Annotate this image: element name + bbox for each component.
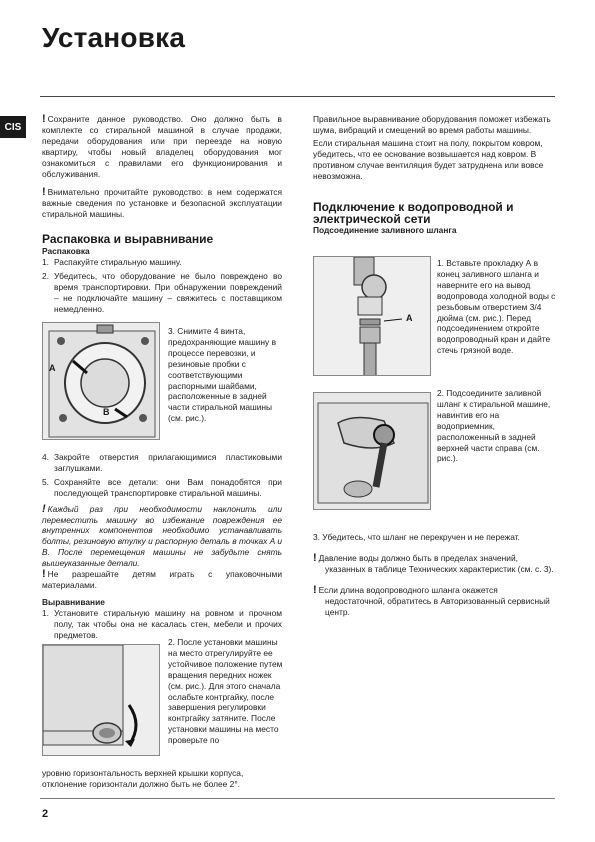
heading-connection: Подключение к водопроводной и электрической сети	[313, 200, 514, 227]
note-children: ! Не разрешайте детям играть с упаковочными материалами.	[42, 568, 282, 590]
tap-illustration	[314, 257, 431, 376]
note-keep-manual: ! Сохраните данное руководство. Оно должно быть в комплекте со стиральной машиной в случае продажи, передачи оборудования или при переезде на новую квартиру, чтобы новый владелец оборудования мог ознакомиться с правилами его функционирования и обслуживания.	[42, 113, 282, 179]
warning-icon: !	[42, 113, 46, 125]
page-title: Установка	[42, 22, 186, 53]
figure-foot-adjust	[42, 644, 160, 756]
note-transport: ! Каждый раз при необходимости наклонить или переместить машину во избежание повреждения ее внутренних компонентов необходимо устанавливать болты, резиновую втулку и распорную деталь в точках A и B. После перемещения машины не забудьте снять вышеуказанные детали.	[42, 502, 282, 569]
warning-icon: !	[42, 502, 46, 515]
warning-icon: !	[42, 568, 46, 581]
language-tab: CIS	[0, 116, 26, 138]
list-item: 2. Убедитесь, что оборудование не было повреждено во время транспортировки. При обнаружении повреждений – не подключайте машину – свяжитесь с поставщиком немедленно.	[42, 270, 282, 314]
note-water-pressure: ! Давление воды должно быть в пределах значений, указанных в таблице Технических характеристик (см. с. 3).	[313, 551, 554, 574]
figure-tap-connection	[313, 256, 431, 376]
subheading-hose: Подсоединение заливного шланга	[313, 225, 457, 236]
levelling-step-2-end: уровню горизонтальность верхней крышки корпуса, отклонение горизонтали должно быть не более 2°.	[42, 768, 244, 789]
gasket-a-label: A	[406, 313, 413, 323]
footer-divider	[40, 798, 555, 799]
levelling-step-2-text: 2. После установки машины на место отрегулируйте ее устойчивое положение путем вращения передних ножек (см. рис.). Для этого сначала ослабьте контргайку, после завершения регулировки контргайку затяните. После установки машины на место проверьте по	[168, 637, 283, 746]
warning-icon: !	[313, 583, 317, 596]
list-item: 5. Сохраняйте все детали: они Вам понадобятся при последующей транспортировке стиральной машины.	[42, 476, 282, 498]
note-read-manual: ! Внимательно прочитайте руководство: в нем содержатся важные сведения по установке и безопасной эксплуатации стиральной машины.	[42, 186, 282, 220]
left-column-middle	[42, 452, 282, 641]
note-hose-length: ! Если длина водопроводного шланга окажется недостаточной, обратитесь в Авторизованный сервисный центр.	[313, 583, 550, 617]
right-column-intro	[313, 114, 558, 236]
point-b-label: B	[103, 407, 110, 417]
carpet-note: Если стиральная машина стоит на полу, покрытом ковром, убедитесь, что ее основание возвышается над ковром. В противном случае вентиляция будет затруднена или вовсе невозможна.	[313, 137, 544, 181]
inlet-illustration	[314, 393, 431, 510]
foot-illustration	[43, 645, 160, 756]
list-item: 4. Закройте отверстия прилагающимися пластиковыми заглушками.	[42, 452, 282, 473]
left-column-intro	[42, 114, 282, 315]
figure-rear-bolts	[42, 322, 160, 440]
hose-step-3-text: 3. Убедитесь, что шланг не перекручен и не пережат.	[313, 532, 520, 542]
heading-unpacking: Распаковка и выравнивание	[42, 232, 214, 247]
point-a-label: A	[49, 363, 56, 373]
title-divider	[40, 96, 555, 97]
levelling-benefit: Правильное выравнивание оборудования поможет избежать шума, вибраций и смещений во время работы машины.	[313, 114, 551, 135]
warning-icon: !	[313, 551, 317, 564]
figure-inlet-connection	[313, 392, 431, 510]
subheading-levelling: Выравнивание	[42, 596, 105, 607]
hose-step-2-text: 2. Подсоедините заливной шланг к стиральной машине, навинтив его на водоприемник, расположенный в задней верхней части справа (см. рис.).	[437, 388, 551, 464]
list-item: 1. Распакуйте стиральную машину.	[42, 257, 182, 268]
step-3-text: 3. Снимите 4 винта, предохраняющие машину в процессе перевозки, и резиновые пробки с соответствующими распорными шайбами, расположенные в задней части стиральной машины (см. рис.).	[168, 326, 277, 424]
warning-icon: !	[42, 186, 46, 199]
hose-step-1-text: 1. Вставьте прокладку А в конец заливного шланга и наверните его на вывод водопровода холодной воды с резьбовым отверстием 3/4 дюйма (см. рис.). Перед подсоединением откройте водопроводный кран и дайте стечь грязной воде.	[437, 258, 556, 356]
page-number: 2	[42, 808, 49, 820]
machine-back-illustration	[43, 323, 160, 440]
subheading-unpacking: Распаковка	[42, 246, 90, 257]
right-column-notes	[313, 532, 558, 617]
list-item: 1. Установите стиральную машину на ровном и прочном полу, так чтобы она не касалась стен, мебели и прочих предметов.	[42, 607, 282, 640]
